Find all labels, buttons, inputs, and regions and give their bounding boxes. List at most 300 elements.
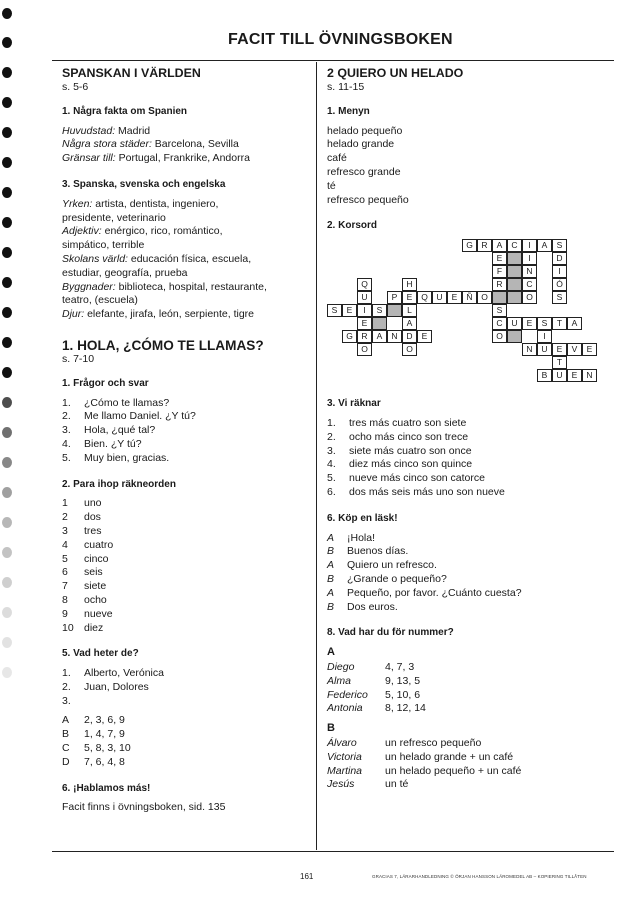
item-number: 5. <box>62 451 71 464</box>
binder-hole <box>2 637 12 648</box>
person-value: un helado pequeño + un café <box>385 764 522 777</box>
item-letter: D <box>62 755 70 768</box>
exercise-heading: 1. Frågor och svar <box>62 377 149 389</box>
crossword-cell: U <box>507 317 522 330</box>
exercise-heading: 5. Vad heter de? <box>62 648 139 660</box>
menu-item: helado pequeño <box>327 124 403 137</box>
binder-hole <box>2 217 12 228</box>
crossword-cell: C <box>507 239 522 252</box>
category-line <box>62 267 308 281</box>
category-value: biblioteca, hospital, restaurante, <box>115 280 267 293</box>
dialogue-line <box>327 545 522 559</box>
list-item <box>62 695 164 709</box>
list-item <box>62 667 164 681</box>
item-number: 4 <box>62 538 68 551</box>
page-number: 161 <box>300 872 314 881</box>
crossword-cell: O <box>402 343 417 356</box>
item-number: 3. <box>62 424 71 437</box>
item-number: 1. <box>62 396 71 409</box>
item-text: Me llamo Daniel. ¿Y tú? <box>84 410 196 423</box>
item-number: 3 <box>62 524 68 537</box>
item-letter: B <box>62 728 70 741</box>
item-number: 4. <box>62 437 71 450</box>
list-item <box>62 452 196 466</box>
copyright-note: GRACIAS 7, LÄRARHANDLEDNING © ÖRJAN HANSSON LÄROMEDEL AB – KOPIERING TILLÅTEN <box>372 874 587 879</box>
item-text: 7, 6, 4, 8 <box>84 755 125 768</box>
table-row <box>327 675 426 689</box>
dialogue-line <box>327 587 522 601</box>
item-text: diez más cinco son quince <box>349 458 473 471</box>
item-number: 8 <box>62 593 68 606</box>
crossword-cell: S <box>372 304 387 317</box>
item-text: 5, 8, 3, 10 <box>84 742 131 755</box>
item-number: 2 <box>62 511 68 524</box>
item-text: tres <box>84 524 102 537</box>
crossword-cell <box>372 317 387 330</box>
table-row <box>327 778 521 792</box>
list-item <box>327 431 505 445</box>
category-value: artista, dentista, ingeniero, <box>92 197 219 210</box>
exercise-note: Facit finns i övningsboken, sid. 135 <box>62 801 226 814</box>
fact-line <box>62 138 308 152</box>
speaker: A <box>327 586 335 599</box>
person-name: Jesús <box>327 778 355 791</box>
item-number: 3. <box>327 444 336 457</box>
binder-hole <box>2 367 12 378</box>
item-text <box>84 695 164 709</box>
crossword-cell: N <box>582 369 597 382</box>
exercise-heading: 6. ¡Hablamos más! <box>62 782 151 794</box>
crossword-cell: V <box>567 343 582 356</box>
item-number: 1 <box>62 497 68 510</box>
chapter-pages: s. 5-6 <box>62 81 89 93</box>
list-item <box>62 525 113 539</box>
crossword-cell: O <box>522 291 537 304</box>
crossword-cell <box>387 304 402 317</box>
item-number: 5. <box>327 472 336 485</box>
exercise-vad-heter <box>62 647 308 769</box>
top-divider <box>52 60 614 61</box>
person-value: 8, 12, 14 <box>385 702 426 715</box>
binder-hole <box>2 157 12 168</box>
binder-hole <box>2 277 12 288</box>
crossword-cell: N <box>522 265 537 278</box>
binder-hole <box>2 67 12 78</box>
list-item <box>62 397 196 411</box>
item-number: 5 <box>62 552 68 565</box>
crossword-cell: C <box>522 278 537 291</box>
group-label: B <box>327 722 335 735</box>
utterance: Pequeño, por favor. ¿Cuánto cuesta? <box>347 586 522 599</box>
table-row <box>327 737 521 751</box>
item-number: 2. <box>327 430 336 443</box>
crossword-cell: S <box>537 317 552 330</box>
crossword-cell: I <box>522 252 537 265</box>
list-item <box>62 539 113 553</box>
answer-list <box>327 417 505 500</box>
category-key: Byggnader: <box>62 280 116 293</box>
table-row <box>327 702 426 716</box>
item-number: 7 <box>62 580 68 593</box>
list-item <box>327 472 505 486</box>
crossword-cell: Ó <box>552 278 567 291</box>
binder-hole <box>2 427 12 438</box>
crossword-cell: I <box>537 330 552 343</box>
crossword-cell: I <box>357 304 372 317</box>
list-item <box>62 566 113 580</box>
utterance: Dos euros. <box>347 600 398 613</box>
number-table <box>327 661 426 716</box>
list-item <box>62 438 196 452</box>
crossword-cell <box>507 278 522 291</box>
chapter-pages: s. 11-15 <box>327 81 365 93</box>
exercise-korsord <box>327 219 612 387</box>
crossword-cell: U <box>552 369 567 382</box>
crossword-cell: D <box>402 330 417 343</box>
category-value: teatro, (escuela) <box>62 294 138 307</box>
item-text: ocho <box>84 593 107 606</box>
utterance: Quiero un refresco. <box>347 559 437 572</box>
binder-hole <box>2 667 12 678</box>
category-value: educación física, escuela, <box>127 252 252 265</box>
binder-hole <box>2 457 12 468</box>
item-number: 2. <box>62 680 71 693</box>
menu-item: refresco pequeño <box>327 193 409 206</box>
utterance: ¡Hola! <box>347 531 376 544</box>
binder-holes <box>0 0 24 903</box>
list-item <box>62 742 131 756</box>
item-number: 6. <box>327 485 336 498</box>
crossword-cell: A <box>372 330 387 343</box>
category-key: Adjektiv: <box>62 225 102 238</box>
item-letter: C <box>62 742 70 755</box>
binder-hole <box>2 247 12 258</box>
table-row <box>327 661 426 675</box>
speaker: A <box>327 559 335 572</box>
crossword-cell: O <box>477 291 492 304</box>
crossword-cell: U <box>537 343 552 356</box>
item-text: siete <box>84 580 107 593</box>
binder-hole <box>2 187 12 198</box>
category-key: Djur: <box>62 308 85 321</box>
list-item <box>62 424 196 438</box>
binder-hole <box>2 337 12 348</box>
exercise-heading: 1. Några fakta om Spanien <box>62 105 188 117</box>
person-value: 4, 7, 3 <box>385 660 415 673</box>
crossword-cell: N <box>522 343 537 356</box>
table-row <box>327 689 426 703</box>
item-text: 1, 4, 7, 9 <box>84 728 125 741</box>
crossword-cell: A <box>567 317 582 330</box>
binder-hole <box>2 487 12 498</box>
item-text: uno <box>84 497 102 510</box>
person-value: un refresco pequeño <box>385 736 482 749</box>
crossword-cell: B <box>537 369 552 382</box>
crossword-cell: E <box>567 369 582 382</box>
category-value: estudiar, geografía, prueba <box>62 266 188 279</box>
list-item <box>62 728 131 742</box>
list-item <box>327 486 505 500</box>
exercise-heading: 3. Spanska, svenska och engelska <box>62 178 226 190</box>
item-text: Bien. ¿Y tú? <box>84 437 142 450</box>
speaker: B <box>327 545 335 558</box>
fact-value: Madrid <box>115 124 151 137</box>
crossword-cell: R <box>477 239 492 252</box>
speaker: A <box>327 531 335 544</box>
dialogue-line <box>327 559 522 573</box>
list-item <box>327 417 505 431</box>
person-name: Antonia <box>327 702 363 715</box>
crossword-cell: E <box>522 317 537 330</box>
crossword-cell: A <box>537 239 552 252</box>
list-item <box>62 681 164 695</box>
item-text: seis <box>84 566 103 579</box>
crossword-cell: R <box>492 278 507 291</box>
left-column <box>62 66 308 827</box>
list-item <box>62 410 196 424</box>
crossword-cell: S <box>327 304 342 317</box>
category-line <box>62 253 308 267</box>
item-number: 4. <box>327 458 336 471</box>
exercise-menyn <box>327 105 612 208</box>
list-item <box>327 458 505 472</box>
list-item <box>62 497 113 511</box>
crossword-cell: P <box>387 291 402 304</box>
exercise-heading: 3. Vi räknar <box>327 398 381 410</box>
right-column <box>327 66 612 804</box>
table-row <box>327 751 521 765</box>
crossword-grid <box>327 239 627 387</box>
crossword-cell: A <box>492 239 507 252</box>
item-number: 1. <box>62 667 71 680</box>
crossword-cell: S <box>552 291 567 304</box>
fact-value: Barcelona, Sevilla <box>151 138 239 151</box>
item-number: 6 <box>62 566 68 579</box>
crossword-cell: Q <box>357 278 372 291</box>
table-row <box>327 765 521 779</box>
exercise-rakneord <box>62 478 308 636</box>
crossword-cell: F <box>492 265 507 278</box>
crossword-cell: C <box>492 317 507 330</box>
item-number: 10 <box>62 621 74 634</box>
chapter-title: 2 QUIERO UN HELADO <box>327 66 464 80</box>
crossword-cell: G <box>342 330 357 343</box>
speaker: B <box>327 572 335 585</box>
answer-list <box>62 497 113 635</box>
menu-item: café <box>327 152 347 165</box>
category-line <box>62 308 308 322</box>
answer-list <box>62 714 131 769</box>
list-item <box>62 580 113 594</box>
category-line <box>62 198 308 212</box>
person-name: Martina <box>327 764 363 777</box>
chapter-title: 1. HOLA, ¿CÓMO TE LLAMAS? <box>62 337 264 353</box>
binder-hole <box>2 517 12 528</box>
crossword-cell: E <box>552 343 567 356</box>
crossword-cell <box>507 291 522 304</box>
menu-item: té <box>327 179 336 192</box>
category-key: Skolans värld: <box>62 252 128 265</box>
item-text: diez <box>84 621 104 634</box>
crossword-cell: E <box>342 304 357 317</box>
category-line <box>62 239 308 253</box>
crossword-cell: I <box>522 239 537 252</box>
person-name: Alma <box>327 674 351 687</box>
exercise-kop-lask <box>327 512 612 615</box>
crossword-cell: E <box>402 291 417 304</box>
item-text: 2, 3, 6, 9 <box>84 714 125 727</box>
item-text: dos más seis más uno son nueve <box>349 485 505 498</box>
person-name: Victoria <box>327 750 362 763</box>
item-text: Alberto, Verónica <box>84 667 164 680</box>
crossword-cell: D <box>552 252 567 265</box>
crossword-cell <box>507 330 522 343</box>
exercise-heading: 2. Para ihop räkneorden <box>62 478 176 490</box>
column-divider <box>316 62 317 850</box>
bottom-divider <box>52 851 614 852</box>
category-value: presidente, veterinario <box>62 211 166 224</box>
chapter-pages: s. 7-10 <box>62 352 95 365</box>
crossword-cell: Ñ <box>462 291 477 304</box>
crossword-cell: G <box>462 239 477 252</box>
binder-hole <box>2 127 12 138</box>
dialogue-line <box>327 573 522 587</box>
crossword-cell: R <box>357 330 372 343</box>
exercise-heading: 8. Vad har du för nummer? <box>327 627 454 639</box>
dialogue-line <box>327 532 522 546</box>
fact-line <box>62 125 308 139</box>
exercise-fakta <box>62 105 308 166</box>
crossword-cell <box>492 291 507 304</box>
category-line <box>62 212 308 226</box>
crossword-cell: E <box>447 291 462 304</box>
list-item <box>62 714 131 728</box>
list-item <box>62 756 131 770</box>
utterance: Buenos días. <box>347 545 409 558</box>
item-text: nueve <box>84 607 113 620</box>
category-value: simpático, terrible <box>62 239 145 252</box>
person-name: Álvaro <box>327 736 357 749</box>
binder-hole <box>2 307 12 318</box>
utterance: ¿Grande o pequeño? <box>347 572 447 585</box>
binder-hole <box>2 547 12 558</box>
item-text: cuatro <box>84 538 114 551</box>
person-value: un helado grande + un café <box>385 750 514 763</box>
exercise-raknar <box>327 397 612 500</box>
binder-hole <box>2 97 12 108</box>
fact-value: Portugal, Frankrike, Andorra <box>115 152 250 165</box>
category-line <box>62 294 308 308</box>
item-text: ¿Cómo te llamas? <box>84 396 170 409</box>
person-name: Diego <box>327 660 355 673</box>
fact-key: Gränsar till: <box>62 152 116 165</box>
category-value: elefante, jirafa, león, serpiente, tigre <box>84 308 255 321</box>
order-table <box>327 737 521 792</box>
binder-hole <box>2 607 12 618</box>
crossword-cell: E <box>357 317 372 330</box>
list-item <box>62 622 113 636</box>
binder-hole <box>2 577 12 588</box>
crossword-cell: E <box>582 343 597 356</box>
crossword-cell: E <box>492 252 507 265</box>
crossword-cell: Q <box>417 291 432 304</box>
crossword-cell: O <box>492 330 507 343</box>
exercise-heading: 1. Menyn <box>327 105 370 117</box>
exercise-spanska <box>62 178 308 322</box>
list-item <box>62 553 113 567</box>
crossword-cell: N <box>387 330 402 343</box>
fact-line <box>62 152 308 166</box>
exercise-fragor <box>62 377 308 466</box>
item-text: cinco <box>84 552 109 565</box>
item-text: nueve más cinco son catorce <box>349 472 485 485</box>
crossword-cell: L <box>402 304 417 317</box>
crossword-cell: H <box>402 278 417 291</box>
item-text: siete más cuatro son once <box>349 444 472 457</box>
crossword-cell: T <box>552 317 567 330</box>
menu-item: refresco grande <box>327 165 401 178</box>
crossword-cell: T <box>552 356 567 369</box>
crossword-cell: S <box>552 239 567 252</box>
category-line <box>62 281 308 295</box>
category-key: Yrken: <box>62 197 93 210</box>
crossword-cell: O <box>357 343 372 356</box>
person-value: 9, 13, 5 <box>385 674 421 687</box>
item-number: 3. <box>62 694 71 707</box>
person-value: 5, 10, 6 <box>385 688 421 701</box>
item-text: Juan, Dolores <box>84 680 149 693</box>
item-text: Muy bien, gracias. <box>84 451 170 464</box>
item-text: ocho más cinco son trece <box>349 430 469 443</box>
exercise-heading: 6. Köp en läsk! <box>327 512 398 524</box>
binder-hole <box>2 37 12 48</box>
binder-hole <box>2 397 12 408</box>
crossword-cell: S <box>492 304 507 317</box>
fact-key: Några stora städer: <box>62 138 152 151</box>
exercise-nummer <box>327 626 612 792</box>
answer-list <box>62 667 164 708</box>
chapter-title: SPANSKAN I VÄRLDEN <box>62 66 201 80</box>
answer-list <box>62 397 196 466</box>
list-item <box>62 511 113 525</box>
item-text: tres más cuatro son siete <box>349 416 467 429</box>
page-title: FACIT TILL ÖVNINGSBOKEN <box>228 31 453 48</box>
crossword-cell: A <box>402 317 417 330</box>
crossword-cell <box>507 252 522 265</box>
category-value: enérgico, rico, romántico, <box>101 225 223 238</box>
crossword-cell: U <box>432 291 447 304</box>
category-line <box>62 225 308 239</box>
list-item <box>62 594 113 608</box>
item-text: dos <box>84 511 101 524</box>
binder-hole <box>2 8 12 19</box>
item-number: 9 <box>62 607 68 620</box>
person-value: un té <box>385 778 409 791</box>
exercise-hablamos <box>62 782 308 816</box>
dialogue <box>327 532 522 615</box>
speaker: B <box>327 600 335 613</box>
item-letter: A <box>62 714 70 727</box>
crossword-cell: I <box>552 265 567 278</box>
group-label: A <box>327 646 335 659</box>
crossword-cell: E <box>417 330 432 343</box>
person-name: Federico <box>327 688 368 701</box>
menu-item: helado grande <box>327 138 395 151</box>
item-text: Hola, ¿qué tal? <box>84 424 156 437</box>
item-number: 2. <box>62 410 71 423</box>
exercise-heading: 2. Korsord <box>327 220 378 232</box>
list-item <box>62 608 113 622</box>
